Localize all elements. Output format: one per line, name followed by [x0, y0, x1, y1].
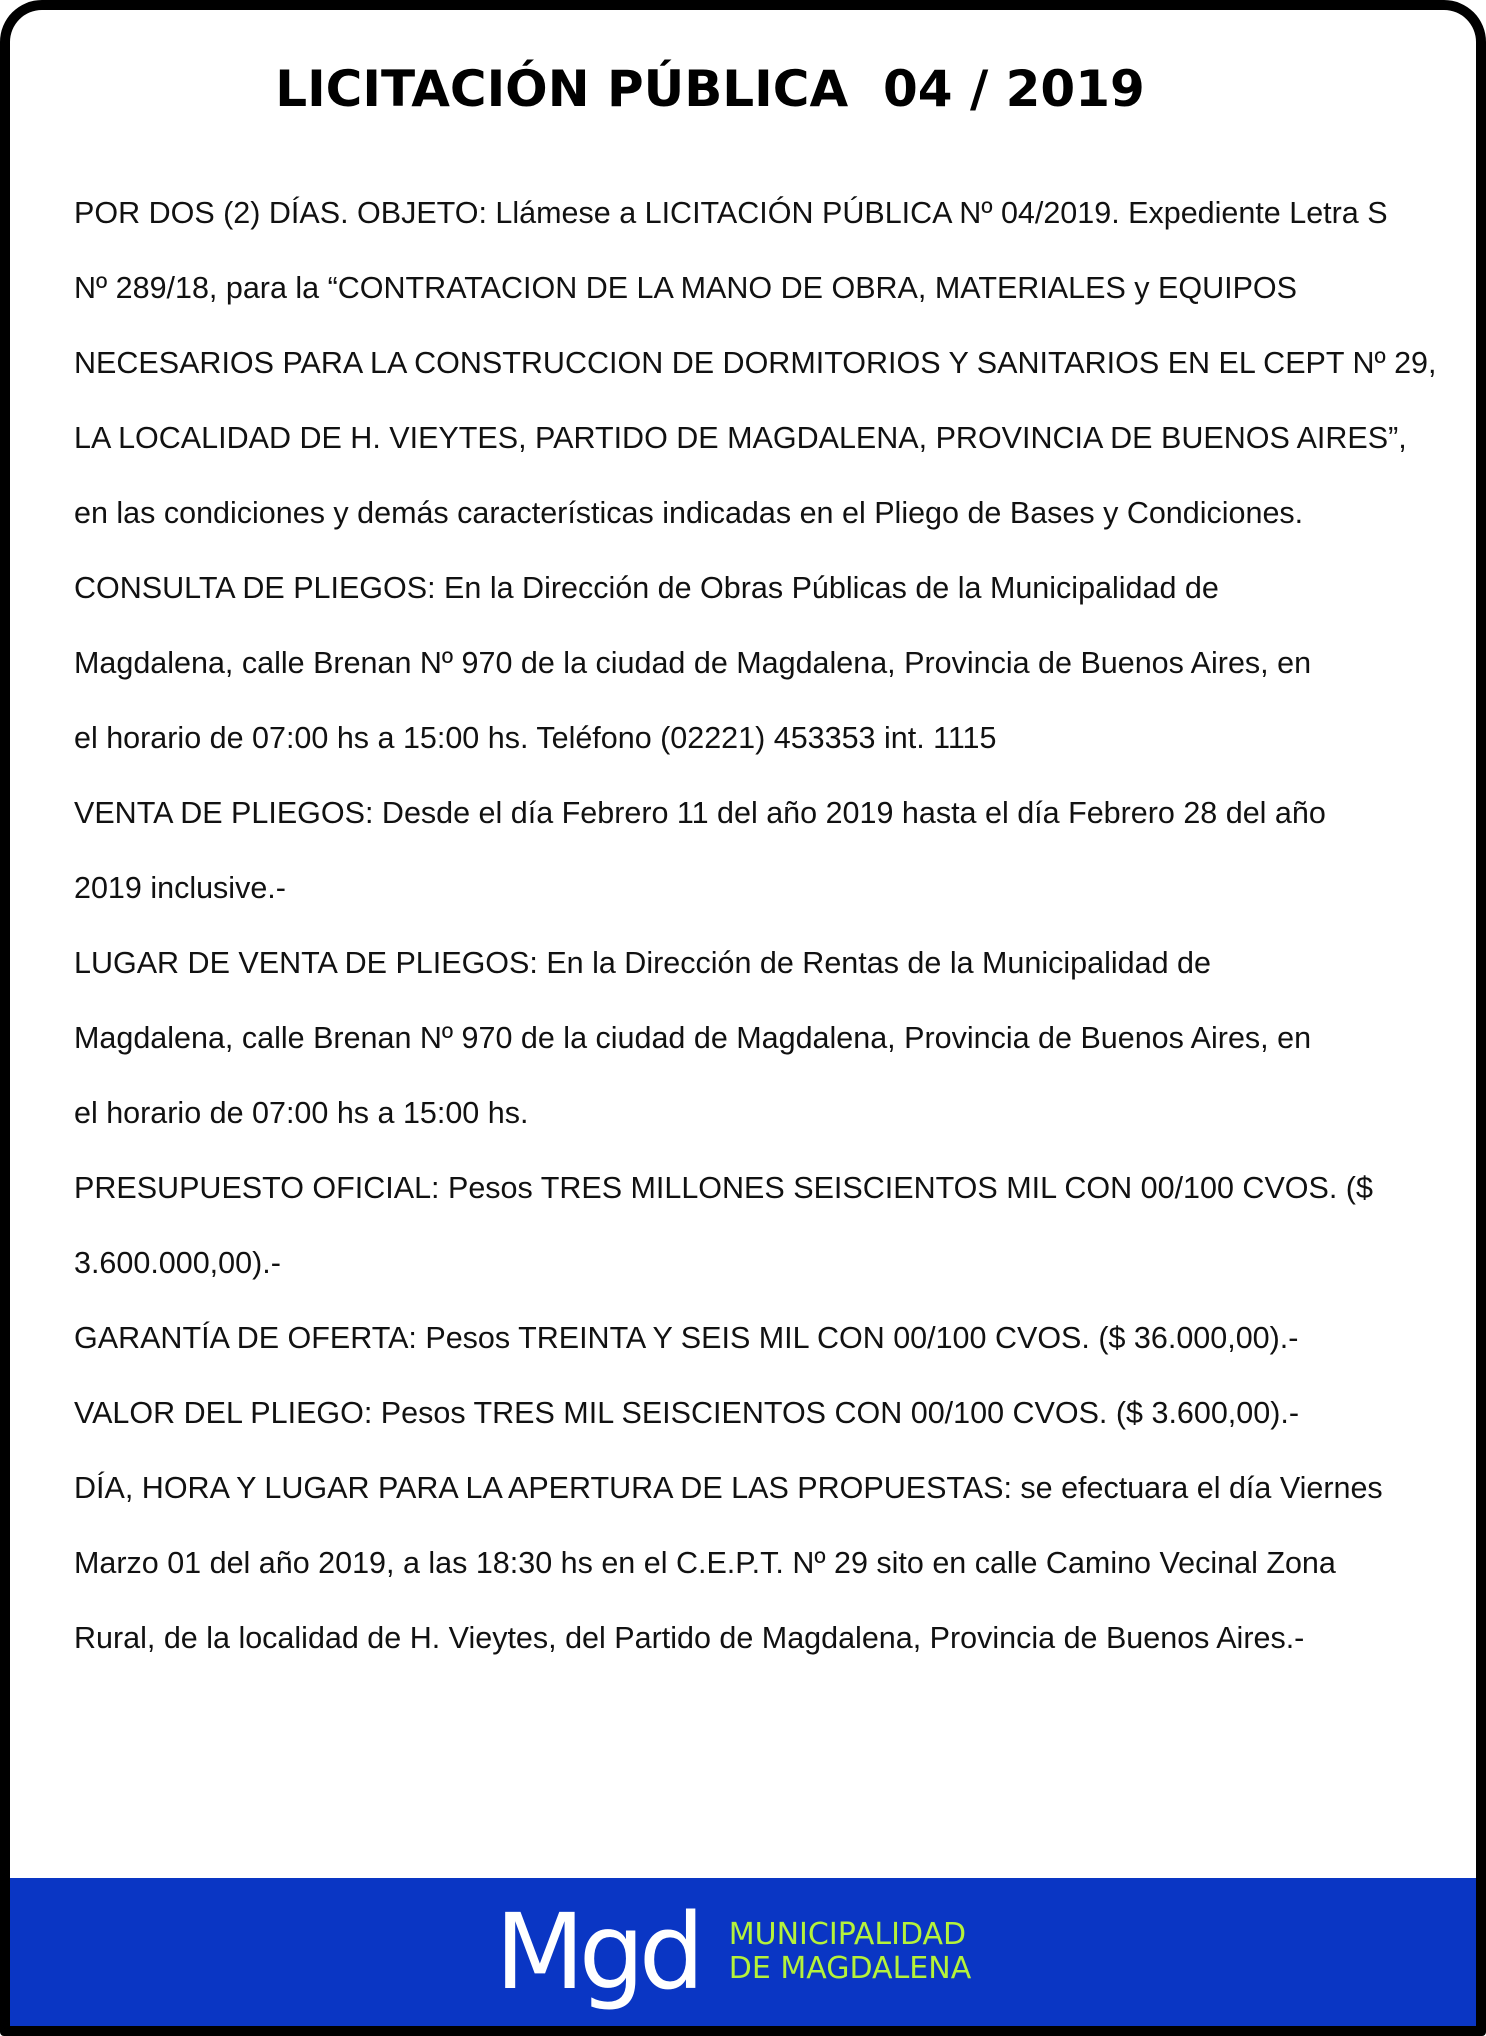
text-line: Marzo 01 del año 2019, a las 18:30 hs en el C.E.P.T. Nº 29 sito en calle Camino Vecinal Zona — [74, 1546, 1336, 1580]
text-line: LUGAR DE VENTA DE PLIEGOS: En la Dirección de Rentas de la Municipalidad de — [74, 946, 1211, 980]
text-line: DÍA, HORA Y LUGAR PARA LA APERTURA DE LAS PROPUESTAS: se efectuara el día Viernes — [74, 1471, 1383, 1505]
text-line: Nº 289/18, para la “CONTRATACION DE LA MANO DE OBRA, MATERIALES y EQUIPOS — [74, 271, 1297, 305]
text-line: VENTA DE PLIEGOS: Desde el día Febrero 11 del año 2019 hasta el día Febrero 28 del año — [74, 796, 1326, 830]
text-line: Rural, de la localidad de H. Vieytes, del Partido de Magdalena, Provincia de Buenos Aires.- — [74, 1621, 1305, 1655]
text-line: el horario de 07:00 hs a 15:00 hs. — [74, 1096, 529, 1130]
municipality-logo — [495, 1892, 971, 2012]
page-title: LICITACIÓN PÚBLICA 04 / 2019 — [275, 60, 1145, 118]
text-line: LA LOCALIDAD DE H. VIEYTES, PARTIDO DE MAGDALENA, PROVINCIA DE BUENOS AIRES”, — [74, 421, 1407, 455]
footer-banner — [10, 1878, 1476, 2026]
paragraph-venta — [74, 776, 1474, 926]
text-line: en las condiciones y demás características indicadas en el Pliego de Bases y Condiciones. — [74, 496, 1304, 530]
paragraph-presupuesto — [74, 1151, 1474, 1301]
text-line: 3.600.000,00).- — [74, 1246, 281, 1280]
paragraph-apertura — [74, 1451, 1474, 1676]
paragraph-consulta — [74, 551, 1474, 776]
text-line: POR DOS (2) DÍAS. OBJETO: Llámese a LICITACIÓN PÚBLICA Nº 04/2019. Expediente Letra S — [74, 196, 1388, 230]
text-line: PRESUPUESTO OFICIAL: Pesos TRES MILLONES SEISCIENTOS MIL CON 00/100 CVOS. ($ — [74, 1171, 1373, 1205]
paragraph-objeto — [74, 176, 1474, 551]
text-line: NECESARIOS PARA LA CONSTRUCCION DE DORMITORIOS Y SANITARIOS EN EL CEPT Nº 29, — [74, 346, 1437, 380]
paragraph-garantia — [74, 1301, 1474, 1376]
paragraph-lugar-venta — [74, 926, 1474, 1151]
logo-line-2: DE MAGDALENA — [728, 1951, 972, 1986]
text-line: Magdalena, calle Brenan Nº 970 de la ciudad de Magdalena, Provincia de Buenos Aires, en — [74, 1021, 1312, 1055]
logo-line-1: MUNICIPALIDAD — [728, 1917, 967, 1952]
text-line: CONSULTA DE PLIEGOS: En la Dirección de Obras Públicas de la Municipalidad de — [74, 571, 1219, 605]
text-line: 2019 inclusive.- — [74, 871, 286, 905]
notice-body — [74, 176, 1474, 1676]
text-line: Magdalena, calle Brenan Nº 970 de la ciudad de Magdalena, Provincia de Buenos Aires, en — [74, 646, 1312, 680]
text-line: VALOR DEL PLIEGO: Pesos TRES MIL SEISCIENTOS CON 00/100 CVOS. ($ 3.600,00).- — [74, 1396, 1299, 1430]
text-line: el horario de 07:00 hs a 15:00 hs. Teléfono (02221) 453353 int. 1115 — [74, 721, 997, 755]
text-line: GARANTÍA DE OFERTA: Pesos TREINTA Y SEIS MIL CON 00/100 CVOS. ($ 36.000,00).- — [74, 1321, 1299, 1355]
paragraph-valor — [74, 1376, 1474, 1451]
logo-mark: Mgd — [495, 1891, 699, 2013]
logo-wordmark — [729, 1918, 971, 1986]
